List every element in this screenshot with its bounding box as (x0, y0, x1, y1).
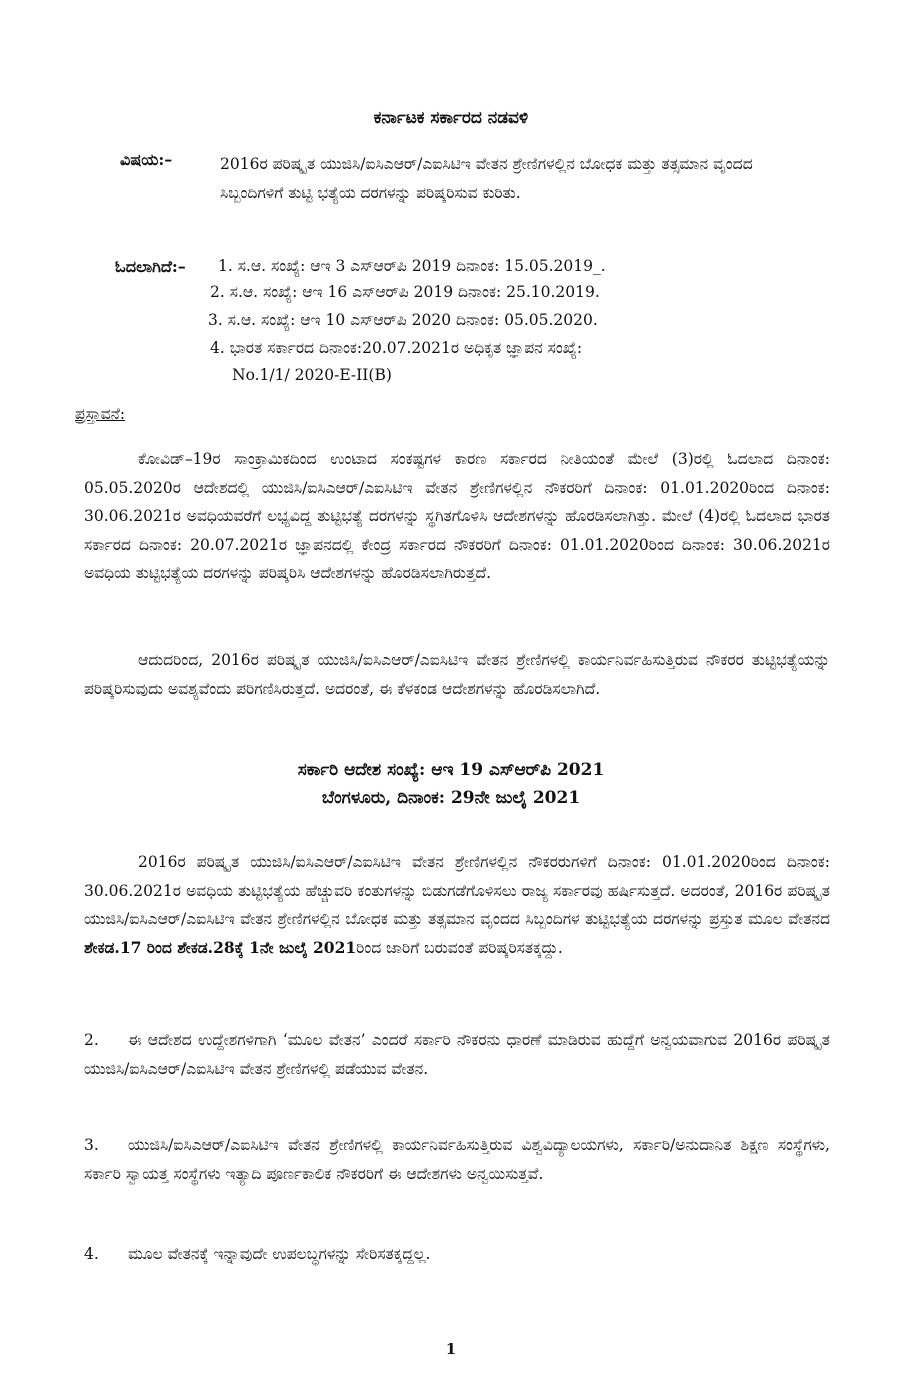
paragraph-text: ಯುಜಿಸಿ/ಐಸಿಎಆರ್/ಎಐಸಿಟಿಇ ವೇತನ ಶ್ರೇಣಿಗಳಲ್ಲಿ ಕಾರ್ಯನಿರ್ವಹಿಸುತ್ತಿರುವ ವಿಶ್ವವಿದ್ಯಾಲಯಗಳು, ಸರ್ಕಾರಿ/ಅನುದಾನಿತ ಶಿಕ್ಷಣ ಸಂಸ್ಥೆಗಳು, ಸರ್ಕಾರಿ ಸ್ವಾಯತ್ತ ಸಂಸ್ಥೆಗಳು ಇತ್ಯಾದಿ ಪೂರ್ಣಕಾಲಿಕ ನೌಕರರಿಗೆ ಈ ಆದೇಶಗಳು ಅನ್ವಯಿಸುತ್ತವೆ. (84, 1136, 830, 1183)
order-body-text-end: ರಿಂದ ಜಾರಿಗೆ ಬರುವಂತೆ ಪರಿಷ್ಕರಿಸತಕ್ಕದ್ದು. (356, 938, 563, 957)
subject-text: 2016ರ ಪರಿಷ್ಕೃತ ಯುಜಿಸಿ/ಐಸಿಎಆರ್/ಎಐಸಿಟಿಇ ವೇತನ ಶ್ರೇಣಿಗಳಲ್ಲಿನ ಬೋಧಕ ಮತ್ತು ತತ್ಸಮಾನ ವೃಂದದ ಸಿಬ್ಬಂದಿಗಳಿಗೆ ತುಟ್ಟಿ ಭತ್ಯೆಯ ದರಗಳನ್ನು ಪರಿಷ್ಕರಿಸುವ ಕುರಿತು. (220, 155, 753, 202)
reference-item-1: 1. ಸ.ಆ. ಸಂಖ್ಯೆ: ಆಇ 3 ಎಸ್‌ಆರ್‌ಪಿ 2019 ದಿನಾಂಕ: 15.05.2019_. (218, 257, 606, 275)
order-paragraph-3 (84, 1131, 830, 1189)
order-paragraph-2 (84, 1026, 830, 1084)
preamble-paragraph-2: ಆದುದರಿಂದ, 2016ರ ಪರಿಷ್ಕೃತ ಯುಜಿಸಿ/ಐಸಿಎಆರ್/ಎಐಸಿಟಿಇ ವೇತನ ಶ್ರೇಣಿಗಳಲ್ಲಿ ಕಾರ್ಯನಿರ್ವಹಿಸುತ್ತಿರುವ ನೌಕರರ ತುಟ್ಟಿಭತ್ಯೆಯನ್ನು ಪರಿಷ್ಕರಿಸುವುದು ಅವಶ್ಯವೆಂದು ಪರಿಗಣಿಸಿರುತ್ತದೆ. ಅದರಂತೆ, ಈ ಕೆಳಕಂಡ ಆದೇಶಗಳನ್ನು ಹೊರಡಿಸಲಾಗಿದೆ. (84, 651, 830, 698)
paragraph-number: 2. (84, 1031, 99, 1049)
reference-item-2: 2. ಸ.ಆ. ಸಂಖ್ಯೆ: ಆಇ 16 ಎಸ್‌ಆರ್‌ಪಿ 2019 ದಿನಾಂಕ: 25.10.2019. (210, 283, 600, 301)
paragraph-text: ಮೂಲ ವೇತನಕ್ಕೆ ಇನ್ನಾವುದೇ ಉಪಲಬ್ಧಗಳನ್ನು ಸೇರಿಸತಕ್ಕದ್ದಲ್ಲ. (128, 1245, 431, 1263)
preamble-heading: ಪ್ರಸ್ತಾವನೆ: (75, 405, 126, 423)
preamble-paragraph-1: ಕೋವಿಡ್–19ರ ಸಾಂಕ್ರಾಮಿಕದಿಂದ ಉಂಟಾದ ಸಂಕಷ್ಟಗಳ ಕಾರಣ ಸರ್ಕಾರದ ನೀತಿಯಂತೆ ಮೇಲೆ (3)ರಲ್ಲಿ ಓದಲಾದ ದಿನಾಂಕ: 05.05.2020ರ ಆದೇಶದಲ್ಲಿ ಯುಜಿಸಿ/ಐಸಿಎಆರ್/ಎಐಸಿಟಿಇ ವೇತನ ಶ್ರೇಣಿಗಳಲ್ಲಿನ ನೌಕರರಿಗೆ ದಿನಾಂಕ: 01.01.2020ರಿಂದ ದಿನಾಂಕ: 30.06.2021ರ ಅವಧಿಯವರೆಗೆ ಲಭ್ಯವಿದ್ದ ತುಟ್ಟಿಭತ್ಯೆ ದರಗಳನ್ನು ಸ್ಥಗಿತಗೊಳಿಸಿ ಆದೇಶಗಳನ್ನು ಹೊರಡಿಸಲಾಗಿತ್ತು. ಮೇಲೆ (4)ರಲ್ಲಿ ಓದಲಾದ ಭಾರತ ಸರ್ಕಾರದ ದಿನಾಂಕ: 20.07.2021ರ ಜ್ಞಾಪನದಲ್ಲಿ ಕೇಂದ್ರ ಸರ್ಕಾರದ ನೌಕರರಿಗೆ ದಿನಾಂಕ: 01.01.2020ರಿಂದ ದಿನಾಂಕ: 30.06.2021ರ ಅವಧಿಯ ತುಟ್ಟಿಭತ್ಯೆಯ ದರಗಳನ್ನು ಪರಿಷ್ಕರಿಸಿ ಆದೇಶಗಳನ್ನು ಹೊರಡಿಸಲಾಗಿರುತ್ತದೆ. (84, 450, 830, 582)
order-paragraph-1 (84, 848, 830, 962)
page-number: 1 (445, 1340, 457, 1358)
reference-item-3: 3. ಸ.ಆ. ಸಂಖ್ಯೆ: ಆಇ 10 ಎಸ್‌ಆರ್‌ಪಿ 2020 ದಿನಾಂಕ: 05.05.2020. (208, 311, 598, 329)
references-label: ಓದಲಾಗಿದೆ:– (115, 257, 186, 276)
subject-label: ವಿಷಯ:– (120, 150, 173, 169)
paragraph-number: 3. (84, 1136, 99, 1154)
order-number: ಸರ್ಕಾರಿ ಆದೇಶ ಸಂಖ್ಯೆ: ಆಇ 19 ಎಸ್‌ಆರ್‌ಪಿ 2021 (297, 760, 605, 780)
order-body-text: 2016ರ ಪರಿಷ್ಕೃತ ಯುಜಿಸಿ/ಐಸಿಎಆರ್/ಎಐಸಿಟಿಇ ವೇತನ ಶ್ರೇಣಿಗಳಲ್ಲಿನ ನೌಕರರುಗಳಿಗೆ ದಿನಾಂಕ: 01.01.2020ರಿಂದ ದಿನಾಂಕ: 30.06.2021ರ ಅವಧಿಯ ತುಟ್ಟಿಭತ್ಯೆಯ ಹೆಚ್ಚುವರಿ ಕಂತುಗಳನ್ನು ಬಿಡುಗಡೆಗೊಳಿಸಲು ರಾಜ್ಯ ಸರ್ಕಾರವು ಹರ್ಷಿಸುತ್ತದೆ. ಅದರಂತೆ, 2016ರ ಪರಿಷ್ಕೃತ ಯುಜಿಸಿ/ಐಸಿಎಆರ್/ಎಐಸಿಟಿಇ ವೇತನ ಶ್ರೇಣಿಗಳಲ್ಲಿನ ಬೋಧಕ ಮತ್ತು ತತ್ಸಮಾನ ವೃಂದದ ಸಿಬ್ಬಂದಿಗಳ ತುಟ್ಟಿಭತ್ಯೆಯ ದರಗಳನ್ನು ಪ್ರಸ್ತುತ ಮೂಲ ವೇತನದ (84, 853, 830, 928)
paragraph-text: ಈ ಆದೇಶದ ಉದ್ದೇಶಗಳಿಗಾಗಿ ‘ಮೂಲ ವೇತನ’ ಎಂದರೆ ಸರ್ಕಾರಿ ನೌಕರನು ಧಾರಣೆ ಮಾಡಿರುವ ಹುದ್ದೆಗೆ ಅನ್ವಯವಾಗುವ 2016ರ ಪರಿಷ್ಕೃತ ಯುಜಿಸಿ/ಐಸಿಎಆರ್/ಎಐಸಿಟಿಇ ವೇತನ ಶ್ರೇಣಿಗಳಲ್ಲಿ ಪಡೆಯುವ ವೇತನ. (84, 1031, 830, 1078)
order-place-date: ಬೆಂಗಳೂರು, ದಿನಾಂಕ: 29ನೇ ಜುಲೈ 2021 (321, 788, 581, 808)
order-rate-change: ಶೇಕಡ.17 ರಿಂದ ಶೇಕಡ.28ಕ್ಕೆ 1ನೇ ಜುಲೈ 2021 (84, 937, 357, 957)
document-title: ಕರ್ನಾಟಕ ಸರ್ಕಾರದ ನಡವಳಿ (373, 108, 529, 128)
paragraph-number: 4. (84, 1245, 99, 1263)
order-paragraph-4 (84, 1240, 830, 1269)
reference-item-4: 4. ಭಾರತ ಸರ್ಕಾರದ ದಿನಾಂಕ:20.07.2021ರ ಅಧಿಕೃತ ಜ್ಞಾಪನ ಸಂಖ್ಯೆ: (210, 339, 583, 357)
reference-item-5: No.1/1/ 2020-E-II(B) (232, 366, 392, 384)
